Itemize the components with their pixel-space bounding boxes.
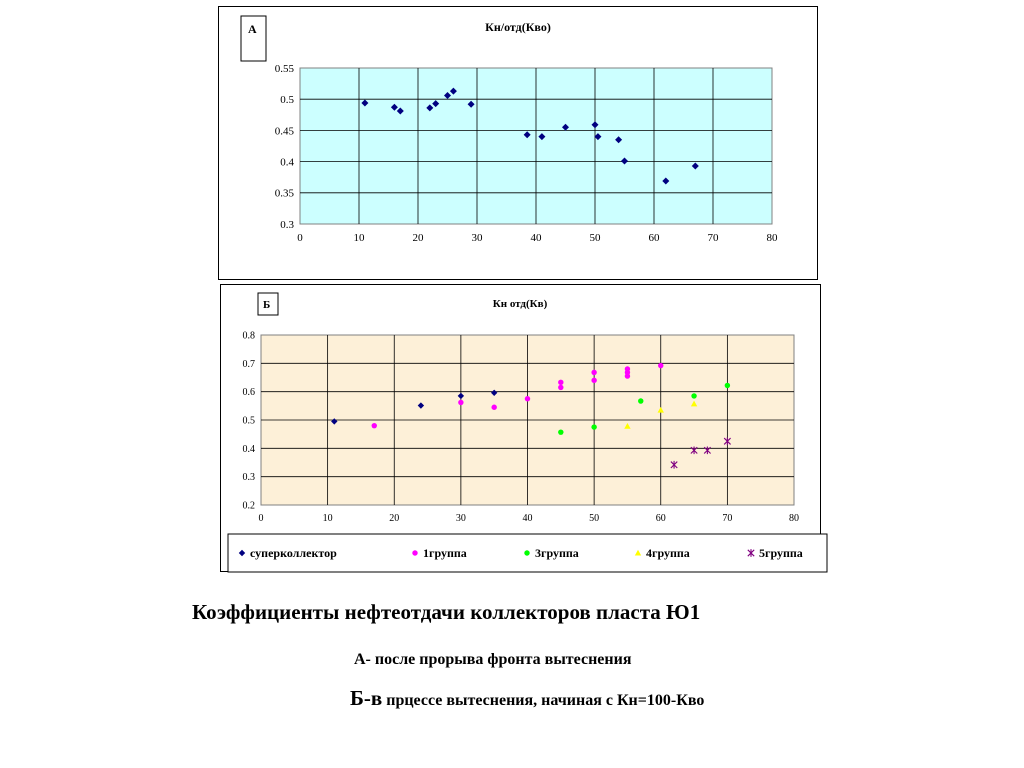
legend-label-1: 1группа xyxy=(423,546,467,560)
chartB-y-tick-label: 0.3 xyxy=(242,472,255,484)
chartB-x-tick-label: 80 xyxy=(789,513,799,524)
chartA-x-tick-label: 60 xyxy=(648,232,660,244)
chart-b-panel-label: Б xyxy=(263,299,271,311)
subtitle-b-prefix: Б-в xyxy=(350,686,383,710)
chartB-point-series-2 xyxy=(691,393,696,398)
chartB-x-tick-label: 60 xyxy=(655,513,666,524)
chartB-point-series-1 xyxy=(558,380,563,385)
chartA-x-tick-label: 20 xyxy=(412,232,424,244)
chartB-x-tick-label: 40 xyxy=(522,513,533,524)
subtitle-b xyxy=(350,686,704,711)
chart-a-panel-label: А xyxy=(248,22,257,36)
chart-a-title: Кн/отд(Кво) xyxy=(485,20,551,34)
chartA-x-tick-label: 70 xyxy=(707,232,719,244)
chartA-x-tick-label: 50 xyxy=(589,232,601,244)
chartB-point-series-1 xyxy=(558,385,563,390)
chartB-y-tick-label: 0.7 xyxy=(242,358,255,370)
chartB-point-series-1 xyxy=(458,400,463,405)
legend-label-2: 3группа xyxy=(535,546,579,560)
chartA-x-tick-label: 10 xyxy=(353,232,365,244)
chartA-y-tick-label: 0.45 xyxy=(274,125,294,138)
chartB-point-series-1 xyxy=(591,378,596,383)
legend-marker-2 xyxy=(524,550,529,555)
chartB-y-tick-label: 0.4 xyxy=(242,443,255,455)
chartA-x-tick-label: 30 xyxy=(471,232,483,244)
chartB-point-series-1 xyxy=(372,423,377,428)
chartA-y-tick-label: 0.3 xyxy=(280,218,294,231)
subtitle-a: А- после прорыва фронта вытеснения xyxy=(354,651,632,668)
chartB-point-series-2 xyxy=(638,398,643,403)
chart-a xyxy=(218,6,820,282)
chartB-point-series-1 xyxy=(525,396,530,401)
chartB-y-tick-label: 0.6 xyxy=(242,387,255,399)
chartB-point-series-2 xyxy=(725,383,730,388)
legend-marker-1 xyxy=(412,550,417,555)
chartB-point-series-1 xyxy=(658,363,663,368)
main-title: Коэффициенты нефтеотдачи коллекторов пласта Ю1 xyxy=(192,600,701,624)
chartA-x-tick-label: 80 xyxy=(766,232,778,244)
chartB-y-tick-label: 0.8 xyxy=(242,330,255,342)
legend-label-4: 5группа xyxy=(759,546,803,560)
chartB-x-tick-label: 70 xyxy=(722,513,733,524)
chartB-x-tick-label: 30 xyxy=(455,513,466,524)
chart-b xyxy=(220,284,830,574)
legend-label-3: 4группа xyxy=(646,546,690,560)
chartB-point-series-1 xyxy=(625,366,630,371)
chartB-point-series-1 xyxy=(491,405,496,410)
subtitle-b-rest: прцессе вытеснения, начиная с Кн=100-Кво xyxy=(382,692,705,709)
chart-b-title: Кн отд(Кв) xyxy=(492,298,548,310)
chartB-x-tick-label: 0 xyxy=(258,513,264,524)
chartB-point-series-2 xyxy=(558,429,563,434)
chartB-y-tick-label: 0.2 xyxy=(242,500,255,512)
chartA-x-tick-label: 0 xyxy=(297,232,303,244)
chartA-y-tick-label: 0.4 xyxy=(280,156,294,169)
chartA-y-tick-label: 0.35 xyxy=(274,187,294,200)
chartA-y-tick-label: 0.5 xyxy=(280,94,294,107)
legend-label-0: суперколлектор xyxy=(250,546,337,560)
chartB-x-tick-label: 10 xyxy=(322,513,333,524)
chartB-point-series-1 xyxy=(591,370,596,375)
chartA-y-tick-label: 0.55 xyxy=(274,62,294,75)
chartB-x-tick-label: 50 xyxy=(589,513,600,524)
chartB-point-series-2 xyxy=(591,424,596,429)
chartB-x-tick-label: 20 xyxy=(389,513,400,524)
chartB-y-tick-label: 0.5 xyxy=(242,415,255,427)
chartA-x-tick-label: 40 xyxy=(530,232,542,244)
